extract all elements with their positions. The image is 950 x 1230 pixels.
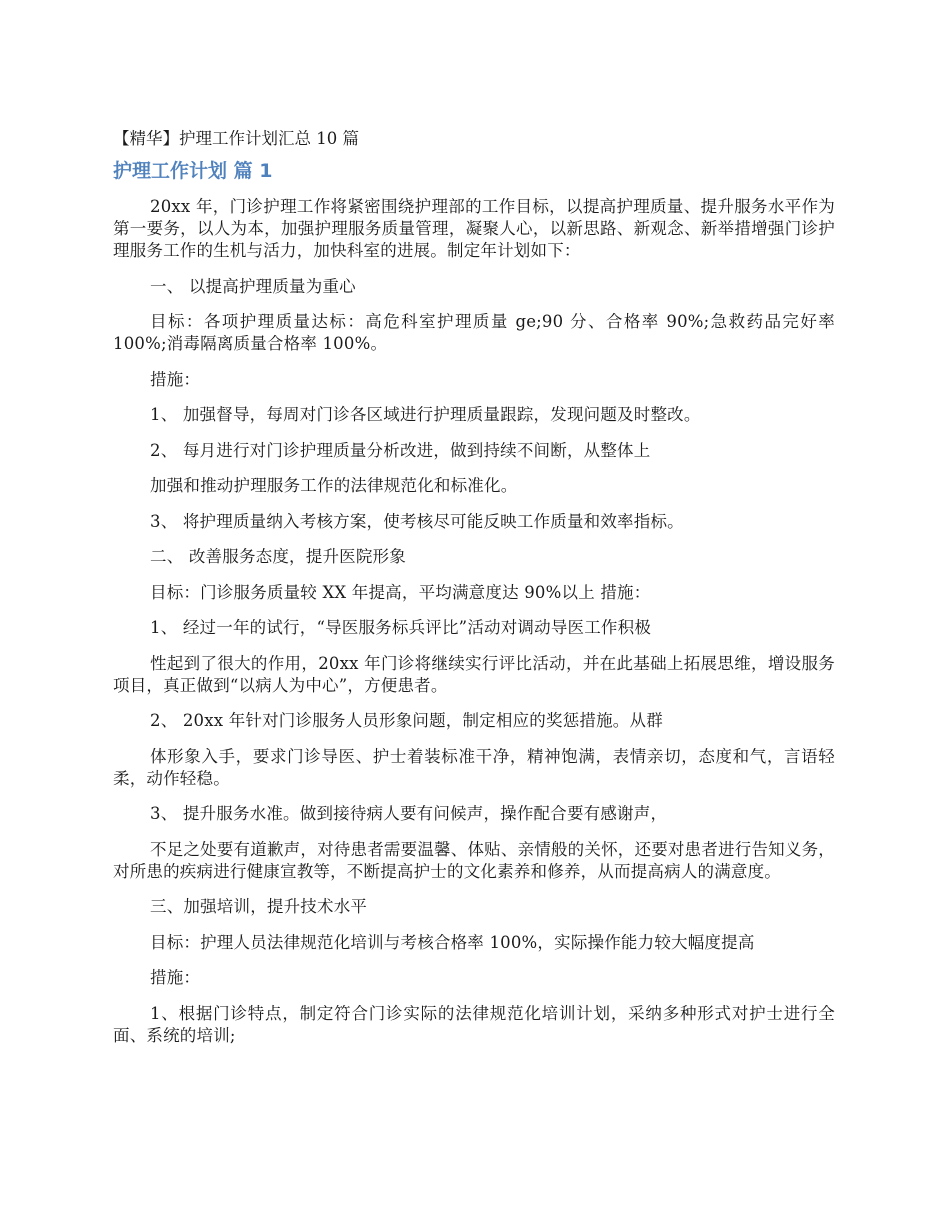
paragraph-goal-1: 目标：各项护理质量达标：高危科室护理质量 ge;90 分、合格率 90%;急救药品完好率 100%;消毒隔离质量合格率 100%。 (113, 312, 835, 353)
paragraph-measures-label-1: 措施： (150, 369, 201, 389)
list-item: 2、 20xx 年针对门诊服务人员形象问题，制定相应的奖惩措施。从群 (150, 711, 663, 730)
document-title: 【精华】护理工作计划汇总 10 篇 (113, 129, 359, 148)
list-item: 3、 提升服务水准。做到接待病人要有问候声，操作配合要有感谢声， (150, 804, 668, 823)
paragraph-goal-3: 目标：护理人员法律规范化培训与考核合格率 100%，实际操作能力较大幅度提高 (150, 932, 755, 952)
list-item: 1、 加强督导，每周对门诊各区域进行护理质量跟踪，发现问题及时整改。 (150, 405, 701, 424)
list-item-continuation: 加强和推动护理服务工作的法律规范化和标准化。 (150, 476, 518, 495)
list-item: 1、根据门诊特点，制定符合门诊实际的法律规范化培训计划，采纳多种形式对护士进行全面、系统的培训; (113, 1003, 835, 1045)
heading-item-3: 三、加强培训，提升技术水平 (150, 897, 368, 916)
list-item-continuation: 性起到了很大的作用，20xx 年门诊将继续实行评比活动，并在此基础上拓展思维，增设服务项目，真正做到“以病人为中心”，方便患者。 (113, 653, 835, 695)
document-page (113, 128, 835, 1060)
list-item: 2、 每月进行对门诊护理质量分析改进，做到持续不间断，从整体上 (150, 440, 651, 460)
paragraph-goal-2: 目标：门诊服务质量较 XX 年提高，平均满意度达 90%以上 措施： (150, 582, 651, 602)
list-item-continuation: 体形象入手，要求门诊导医、护士着装标准干净，精神饱满，表情亲切，态度和气，言语轻柔，动作轻稳。 (113, 746, 835, 788)
list-item: 1、 经过一年的试行，“导医服务标兵评比”活动对调动导医工作积极 (150, 618, 652, 637)
list-item: 3、 将护理质量纳入考核方案，使考核尽可能反映工作质量和效率指标。 (150, 511, 684, 531)
heading-item-1: 一、 以提高护理质量为重心 (150, 276, 356, 296)
heading-item-2: 二、 改善服务态度，提升医院形象 (150, 547, 406, 566)
paragraph-intro: 20xx 年，门诊护理工作将紧密围绕护理部的工作目标，以提高护理质量、提升服务水平作为第一要务，以人为本，加强护理服务质量管理，凝聚人心，以新思路、新观念、新举措增强门诊护理服务工作的生机与活力，加快科室的进展。制定年计划如下： (113, 197, 835, 260)
paragraph-measures-label-3: 措施： (150, 968, 201, 987)
section-heading: 护理工作计划 篇 1 (113, 160, 273, 182)
list-item-continuation: 不足之处要有道歉声，对待患者需要温馨、体贴、亲情般的关怀，还要对患者进行告知义务，对所患的疾病进行健康宣教等，不断提高护士的文化素养和修养，从而提高病人的满意度。 (113, 839, 835, 881)
